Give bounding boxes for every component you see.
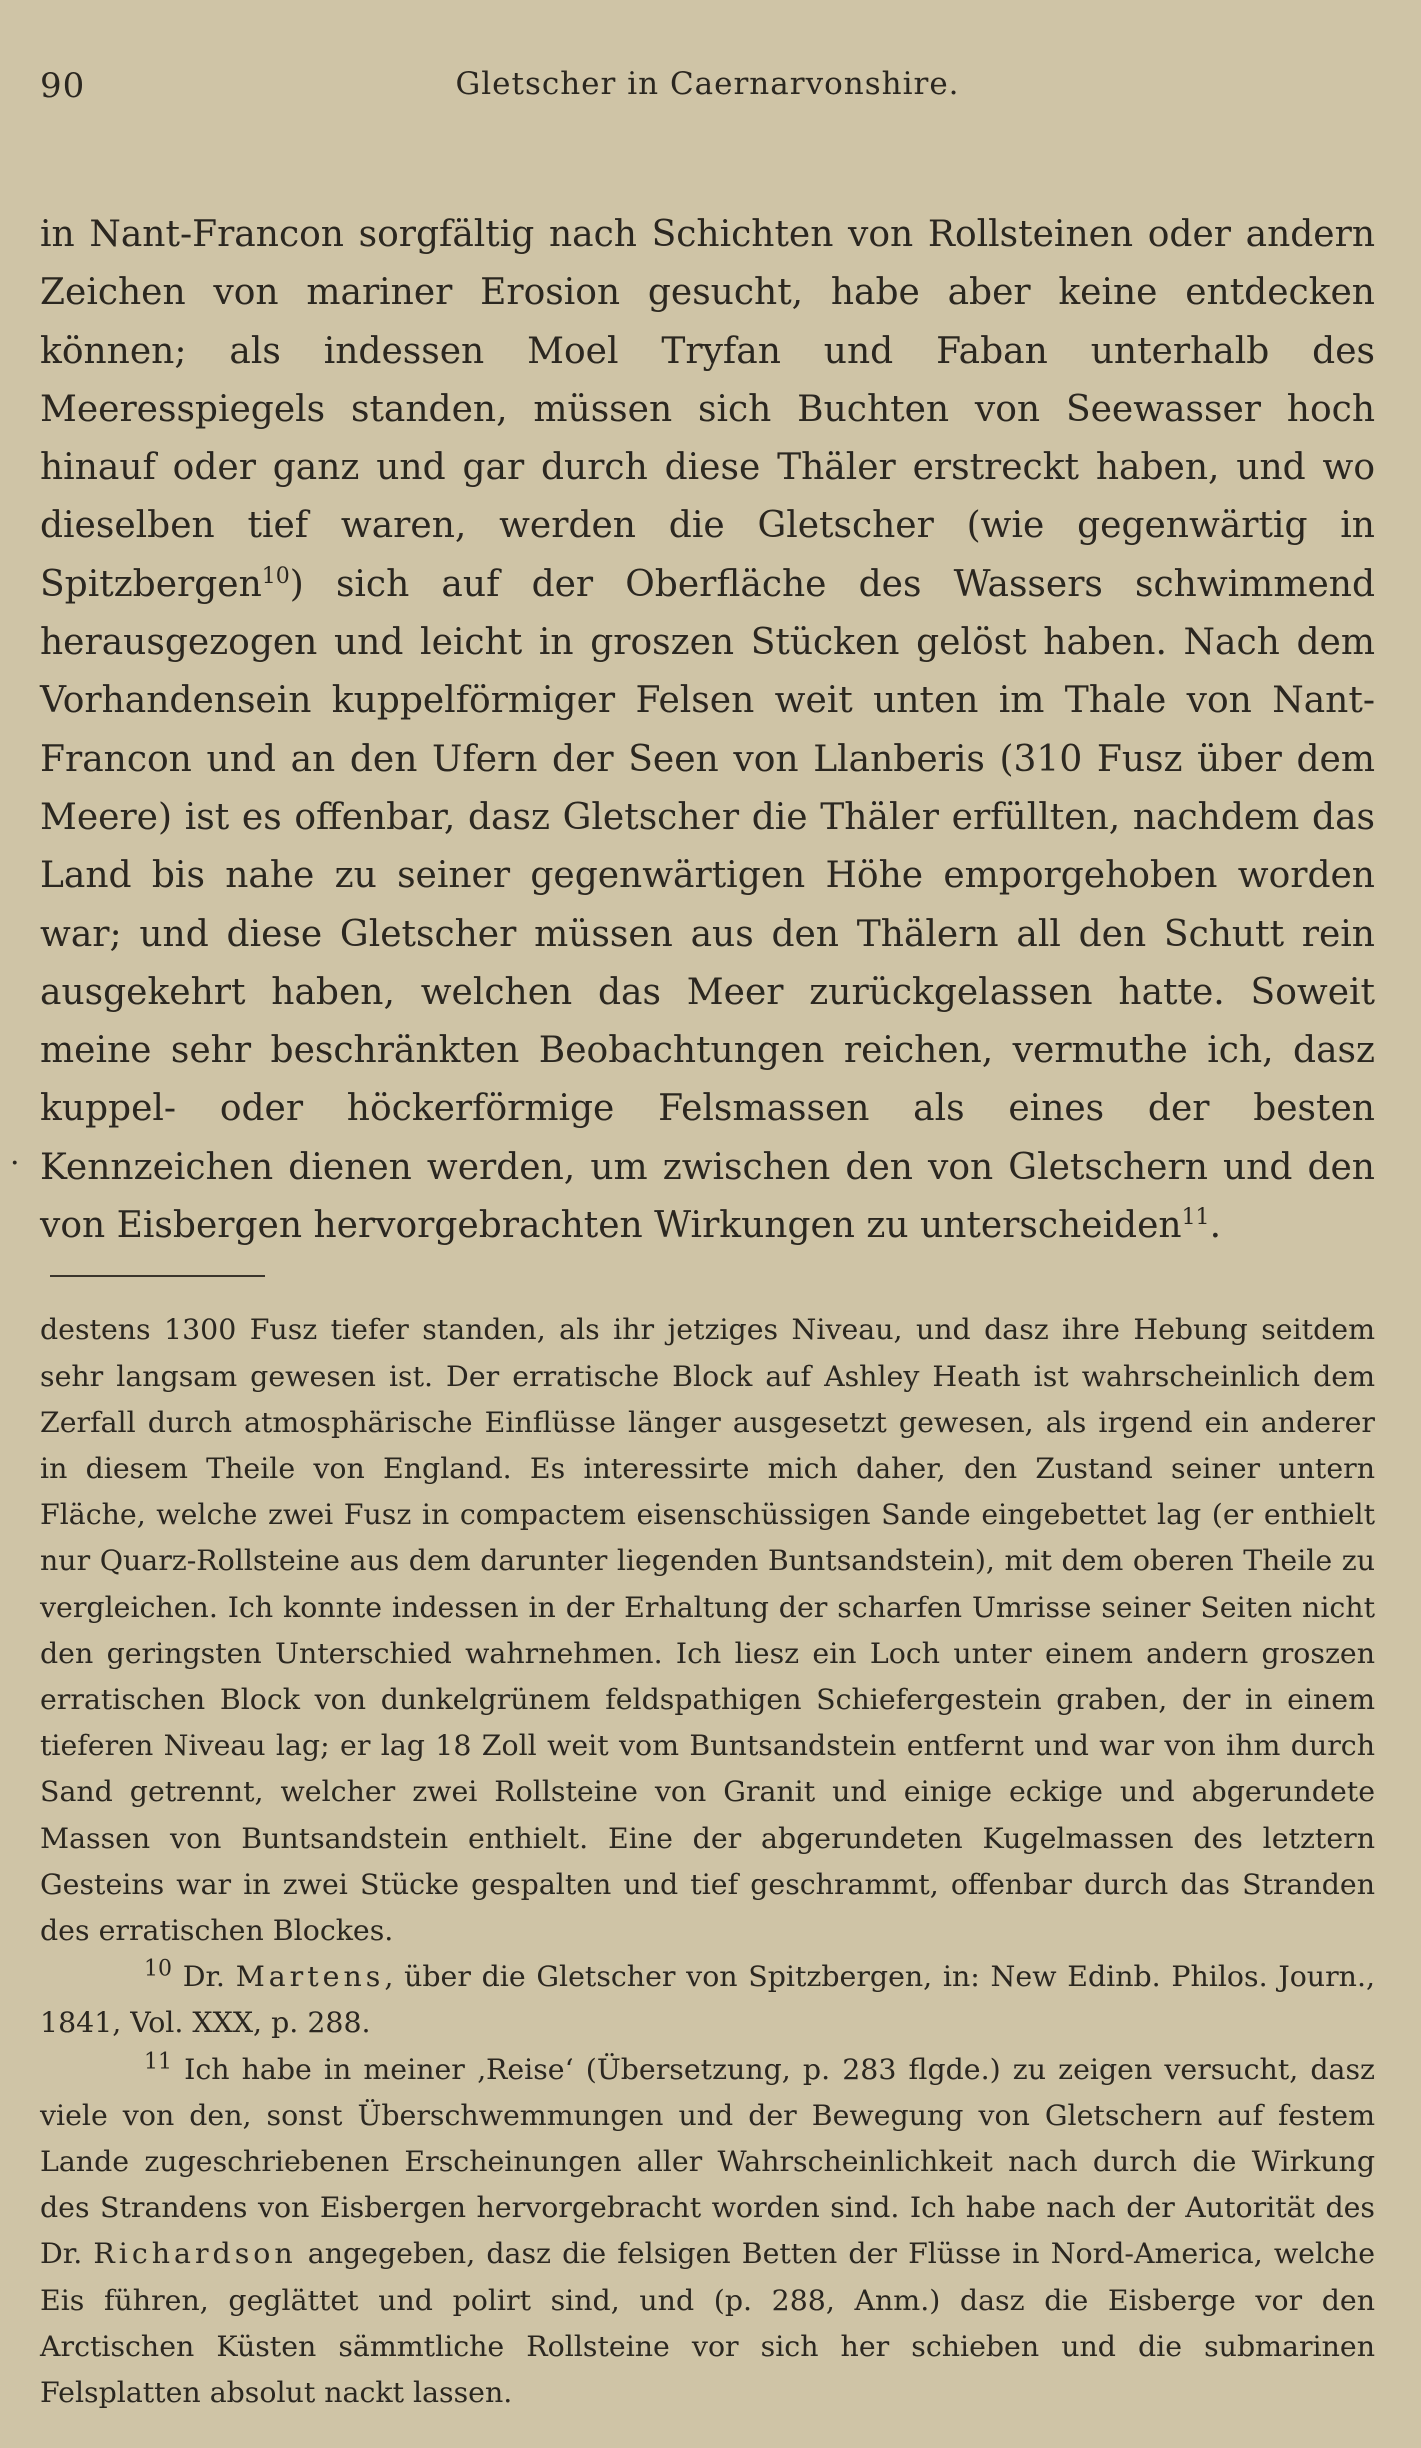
footnote-11-text-a: Ich habe in meiner ‚Reise‘ (Übersetzung, p. 283 flgde.) zu zeigen versucht, dasz viele von den, sonst Überschwemmungen und der Bewegung von Gletschern auf festem Lande zugeschriebenen Erscheinungen aller Wahrscheinlichkeit nach durch die Wirkung des Strandens von Eisbergen hervorgebracht worden sind. Ich habe nach der Autorität des Dr. [40,2052,1375,2271]
page-header [40,60,1375,116]
footnote-10-number: 10 [144,1956,172,1982]
footnote-10-text: , über die Gletscher von Spitzbergen, in: New Edinb. Philos. Journ., 1841, Vol. XXX, p. 288. [40,1960,1375,2040]
footnote-ref-11[interactable]: 11 [1181,1205,1210,1231]
main-text-part-3: . [1209,1205,1222,1247]
footnote-divider [50,1275,265,1277]
main-text-part-2: ) sich auf der Oberfläche des Wassers schwimmend herausgezogen und leicht in groszen Stücken gelöst haben. Nach dem Vorhandensein kuppelförmiger Felsen weit unten im Thale von Nant-Francon und an den Ufern der Seen von Llanberis (310 Fusz über dem Meere) ist es offenbar, dasz Gletscher die Thäler erfüllten, nachdem das Land bis nahe zu seiner gegenwärtigen Höhe emporgehoben worden war; und diese Gletscher müssen aus den Thälern all den Schutt rein ausgekehrt haben, welchen das Meer zurückgelassen hatte. Soweit meine sehr beschränkten Beobachtungen reichen, vermuthe ich, dasz kuppel- oder höckerförmige Felsmassen als eines der besten Kennzeichen dienen werden, um zwischen den von Gletschern und den von Eisbergen hervorgebrachten Wirkungen zu unterscheiden [40,563,1375,1247]
footnote-10-author: Martens [235,1960,385,1994]
running-head: Gletscher in Caernarvonshire. [455,66,960,102]
footnote-11-number: 11 [144,2049,172,2075]
margin-dot: · [10,1146,20,1181]
footnote-11 [40,2047,1375,2417]
footnote-continuation: destens 1300 Fusz tiefer standen, als ihr jetziges Niveau, und dasz ihre Hebung seitdem sehr langsam gewesen ist. Der erratische Block auf Ashley Heath ist wahrscheinlich dem Zerfall durch atmosphärische Einflüsse länger ausgesetzt gewesen, als irgend ein anderer in diesem Theile von England. Es interessirte mich daher, den Zustand seiner untern Fläche, welche zwei Fusz in compactem eisenschüssigen Sande eingebettet lag (er enthielt nur Quarz-Rollsteine aus dem darunter liegenden Buntsandstein), mit dem oberen Theile zu vergleichen. Ich konnte indessen in der Erhaltung der scharfen Umrisse seiner Seiten nicht den geringsten Unterschied wahrnehmen. Ich liesz ein Loch unter einem andern groszen erratischen Block von dunkelgrünem feldspathigen Schiefergestein graben, der in einem tieferen Niveau lag; er lag 18 Zoll weit vom Buntsandstein entfernt und war von ihm durch Sand getrennt, welcher zwei Rollsteine von Granit und einige eckige und abgerundete Massen von Buntsandstein enthielt. Eine der abgerundeten Kugelmassen des letztern Gesteins war in zwei Stücke gespalten und tief geschrammt, offenbar durch das Stranden des erratischen Blockes. [40,1313,1375,1947]
footnote-11-text-b: angegeben, dasz die felsigen Betten der Flüsse in Nord-America, welche Eis führen, geglättet und polirt sind, und (p. 288, Anm.) dasz die Eisberge vor den Arctischen Küsten sämmtliche Rollsteine vor sich her schieben und die submarinen Felsplatten absolut nackt lassen. [40,2237,1376,2410]
footnote-ref-10[interactable]: 10 [261,563,290,589]
footnotes [40,1307,1375,2416]
footnote-10 [40,1954,1375,2046]
main-text-part-1: in Nant-Francon sorgfältig nach Schichten von Rollsteinen oder andern Zeichen von mariner Erosion gesucht, habe aber keine entdecken können; als indessen Moel Tryfan und Faban unterhalb des Meeresspiegels standen, müssen sich Buchten von Seewasser hoch hinauf oder ganz und gar durch diese Thäler erstreckt haben, und wo dieselben tief waren, werden die Gletscher (wie gegenwärtig in Spitzbergen [40,214,1375,605]
main-paragraph [40,206,1375,1255]
footnote-11-author: Richardson [93,2237,297,2271]
footnote-10-author-prefix: Dr. [182,1960,225,1994]
page-number: 90 [40,66,86,106]
